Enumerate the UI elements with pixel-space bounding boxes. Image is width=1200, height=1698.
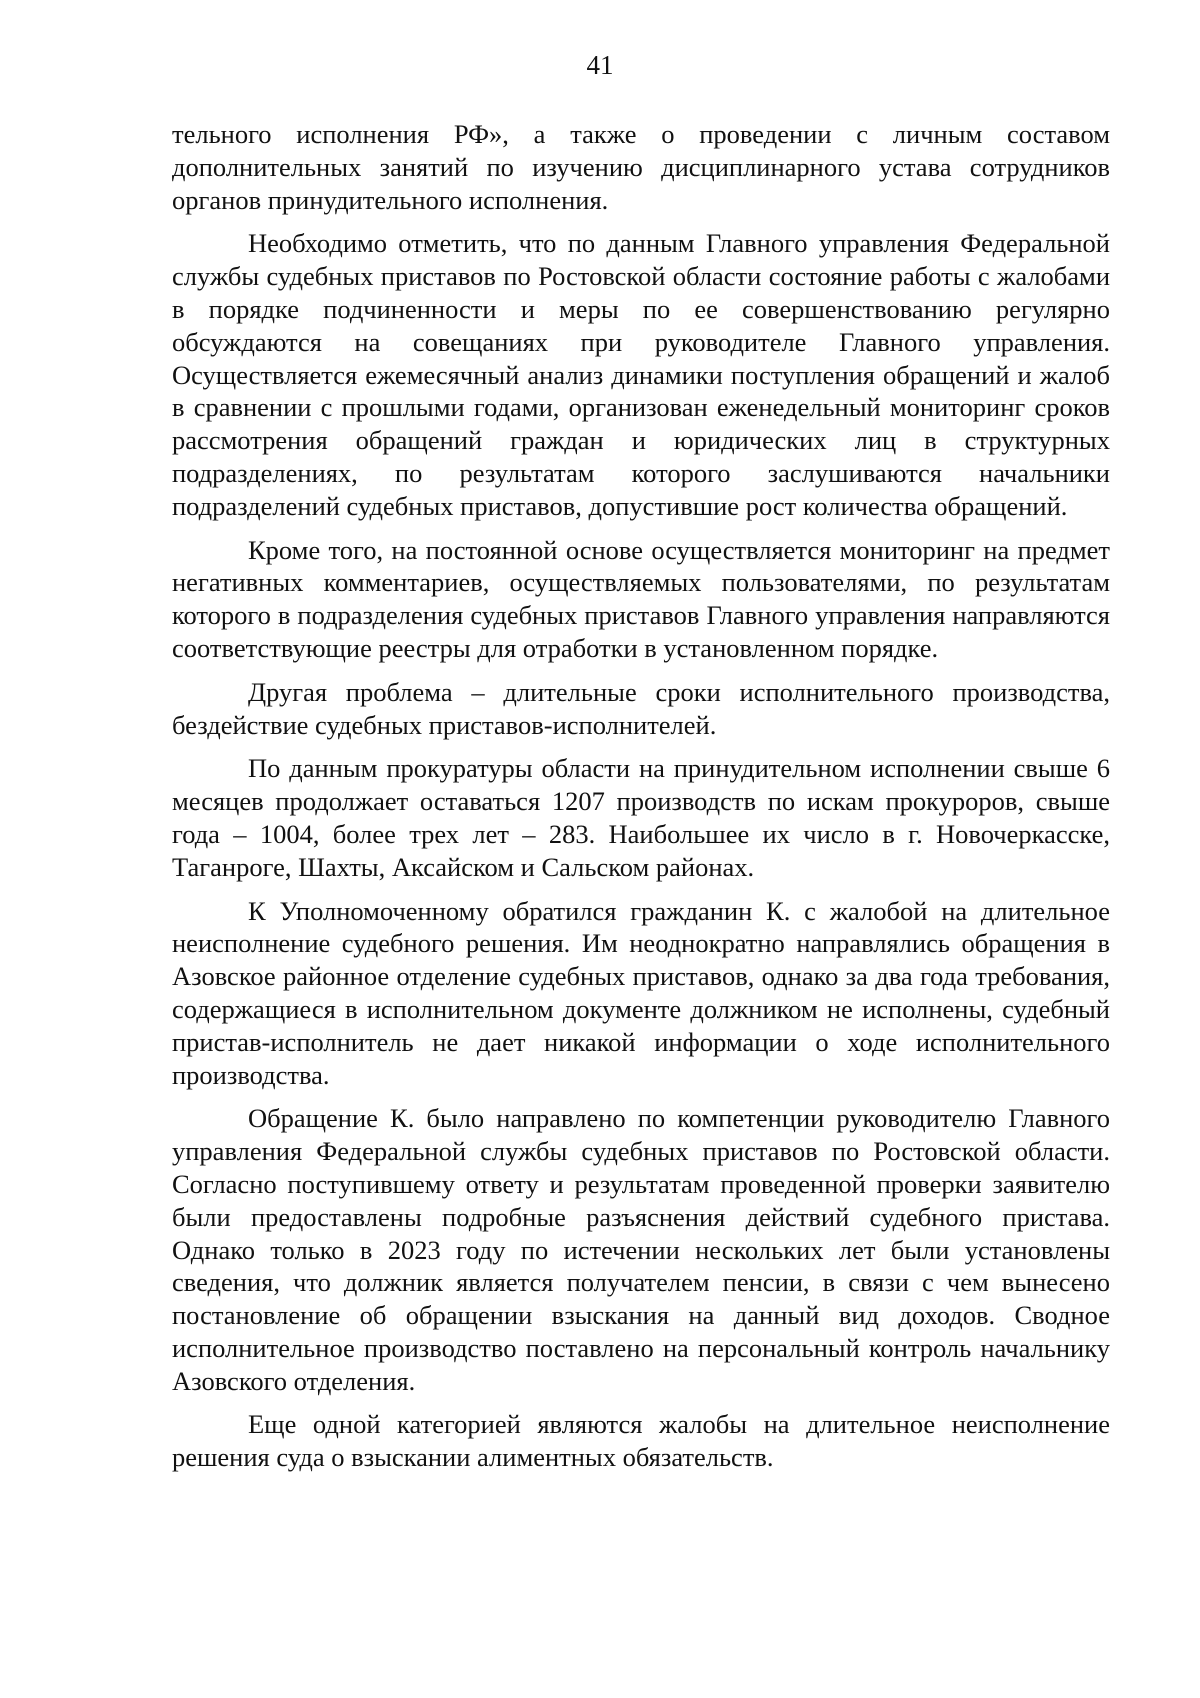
paragraph: К Уполномоченному обратился гражданин К. с жалобой на длительное неисполнение судебного решения. Им неоднократно направлялись обращения в Азовское районное отделение судебных приставов, однако за два года требования, содержащиеся в исполнительном документе должником не исполнены, судебный пристав-исполнитель не дает никакой информации о ходе исполнительного производства.: [172, 895, 1110, 1090]
paragraph: Обращение К. было направлено по компетенции руководителю Главного управления Федеральной службы судебных приставов по Ростовской области. Согласно поступившему ответу и результатам проведенной проверки заявителю были предоставлены подробные разъяснения действий судебного пристава. Однако только в 2023 году по истечении нескольких лет были установлены сведения, что должник является получателем пенсии, в связи с чем вынесено постановление об обращении взыскания на данный вид доходов. Сводное исполнительное производство поставлено на персональный контроль начальнику Азовского отделения.: [172, 1103, 1110, 1396]
paragraph: Необходимо отметить, что по данным Главного управления Федеральной службы судебных приставов по Ростовской области состояние работы с жалобами в порядке подчиненности и меры по ее совершенствованию регулярно обсуждаются на совещаниях при руководителе Главного управления. Осуществляется ежемесячный анализ динамики поступления обращений и жалоб в сравнении с прошлыми годами, организован еженедельный мониторинг сроков рассмотрения обращений граждан и юридических лиц в структурных подразделениях, по результатам которого заслушиваются начальники подразделений судебных приставов, допустившие рост количества обращений.: [172, 228, 1110, 521]
paragraph: Еще одной категорией являются жалобы на длительное неисполнение решения суда о взыскании алиментных обязательств.: [172, 1409, 1110, 1473]
document-body: [172, 118, 1110, 1485]
page-number: 41: [586, 50, 614, 80]
paragraph: По данным прокуратуры области на принудительном исполнении свыше 6 месяцев продолжает оставаться 1207 производств по искам прокуроров, свыше года – 1004, более трех лет – 283. Наибольшее их число в г. Новочеркасске, Таганроге, Шахты, Аксайском и Сальском районах.: [172, 753, 1110, 882]
paragraph: Другая проблема – длительные сроки исполнительного производства, бездействие судебных приставов-исполнителей.: [172, 676, 1110, 740]
paragraph: Кроме того, на постоянной основе осуществляется мониторинг на предмет негативных комментариев, осуществляемых пользователями, по результатам которого в подразделения судебных приставов Главного управления направляются соответствующие реестры для отработки в установленном порядке.: [172, 534, 1110, 663]
paragraph-continuation: тельного исполнения РФ», а также о проведении с личным составом дополнительных занятий по изучению дисциплинарного устава сотрудников органов принудительного исполнения.: [172, 119, 1110, 215]
